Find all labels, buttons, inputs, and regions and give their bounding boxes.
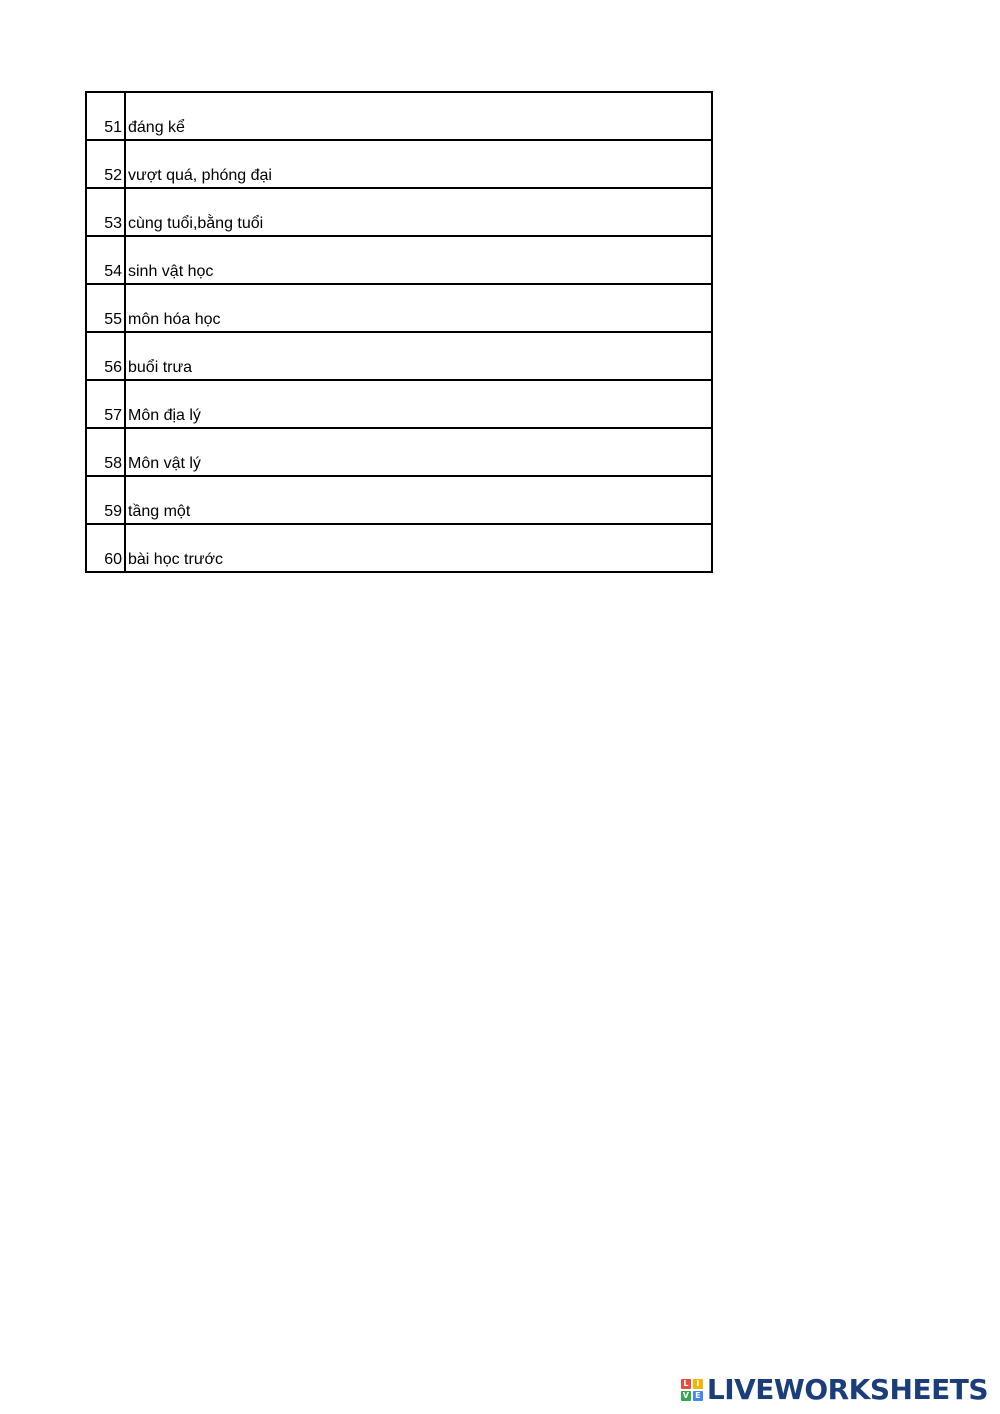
- table-row: [86, 380, 712, 428]
- table-row: [86, 140, 712, 188]
- liveworksheets-logo: [681, 1374, 988, 1406]
- row-term: cùng tuổi,bằng tuổi: [125, 188, 712, 236]
- live-logo-icon: [681, 1379, 703, 1401]
- row-term: buổi trưa: [125, 332, 712, 380]
- row-number: 57: [86, 380, 125, 428]
- logo-letter: I: [693, 1379, 703, 1389]
- row-term: bài học trước: [125, 524, 712, 572]
- table-row: [86, 92, 712, 140]
- row-term: sinh vật học: [125, 236, 712, 284]
- row-term: môn hóa học: [125, 284, 712, 332]
- row-number: 59: [86, 476, 125, 524]
- table-row: [86, 524, 712, 572]
- vocabulary-table: [85, 91, 713, 573]
- row-term: tầng một: [125, 476, 712, 524]
- row-number: 55: [86, 284, 125, 332]
- row-number: 51: [86, 92, 125, 140]
- row-number: 60: [86, 524, 125, 572]
- row-term: vượt quá, phóng đại: [125, 140, 712, 188]
- logo-letter: V: [682, 1391, 689, 1400]
- row-term: Môn vật lý: [125, 428, 712, 476]
- table-row: [86, 188, 712, 236]
- row-number: 52: [86, 140, 125, 188]
- table-row: [86, 284, 712, 332]
- row-number: 54: [86, 236, 125, 284]
- row-number: 58: [86, 428, 125, 476]
- row-number: 56: [86, 332, 125, 380]
- row-term: đáng kể: [125, 92, 712, 140]
- table-row: [86, 332, 712, 380]
- table-row: [86, 476, 712, 524]
- logo-letter: E: [693, 1391, 703, 1401]
- brand-name: LIVEWORKSHEETS: [706, 1373, 988, 1406]
- row-term: Môn địa lý: [125, 380, 712, 428]
- table-row: [86, 428, 712, 476]
- logo-letter: L: [681, 1379, 691, 1389]
- table-row: [86, 236, 712, 284]
- row-number: 53: [86, 188, 125, 236]
